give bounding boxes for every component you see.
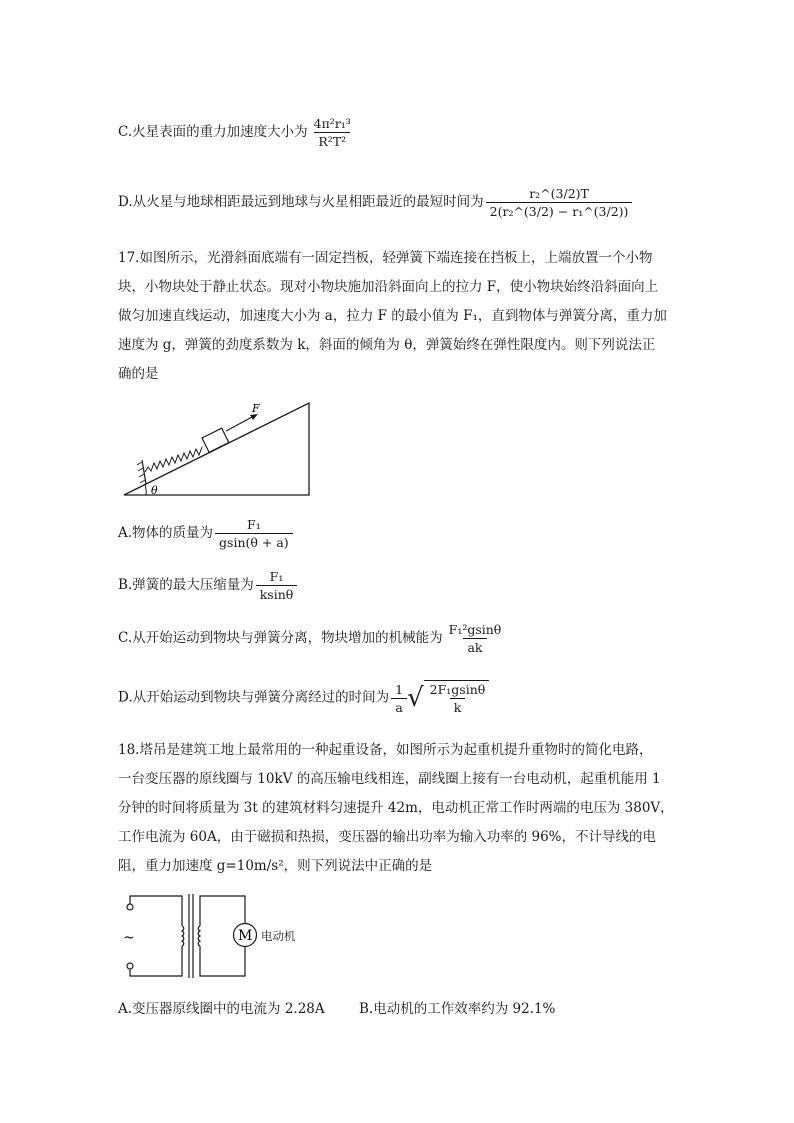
q18-circuit-diagram	[118, 890, 278, 982]
secondary-wire-bottom	[200, 946, 245, 976]
q17-option-b-denominator: ksinθ	[256, 585, 298, 603]
q17-option-d-text: D.从开始运动到物块与弹簧分离经过的时间为	[118, 689, 390, 706]
force-label: F	[252, 402, 260, 415]
q17-option-c	[118, 621, 505, 656]
q17-option-c-text: C.从开始运动到物块与弹簧分离，物块增加的机械能为	[118, 630, 443, 646]
terminal-bottom	[127, 963, 133, 969]
primary-wire-bottom	[130, 946, 182, 976]
q17-option-c-numerator: F₁²gsinθ	[448, 622, 502, 637]
q17-option-d-rad-denominator: k	[450, 698, 466, 716]
q16-option-c-denominator: R²T²	[314, 132, 350, 150]
q16-option-c-text: C.火星表面的重力加速度大小为	[118, 124, 308, 140]
q18-line: 阻，重力加速度 g=10m/s²，则下列说法中正确的是	[118, 858, 433, 874]
q16-option-d-text: D.从火星与地球相距最远到地球与火星相距最近的最短时间为	[118, 194, 484, 210]
q16-option-c-numerator: 4π²r₁³	[313, 116, 351, 131]
q17-option-a-denominator: gsin(θ + a)	[215, 533, 293, 551]
primary-coil	[182, 926, 184, 946]
q16-option-c	[118, 115, 355, 150]
q17-option-d	[118, 680, 489, 716]
q16-option-c-fraction	[310, 115, 355, 150]
q18-line: 工作电流为 60A，由于磁损和热损，变压器的输出功率为输入功率的 96%，不计导线的电	[118, 829, 657, 845]
q18-line: 一台变压器的原线圈与 10kV 的高压输电线相连，副线圈上接有一台电动机，起重机能用 1	[118, 771, 661, 787]
primary-wire-top	[130, 896, 182, 926]
q17-option-b-fraction	[256, 568, 298, 603]
q18-option-b: B.电动机的工作效率约为 92.1%	[359, 1001, 556, 1017]
ac-symbol: ~	[123, 930, 135, 946]
q16-option-d	[118, 185, 632, 220]
q17-option-d-radical: √ $\frac{\text{2F₁gsinθ}}{k}$	[407, 680, 489, 716]
q17-option-a-numerator: F₁	[247, 517, 261, 532]
q17-option-c-fraction	[445, 621, 506, 656]
q18-line: 分钟的时间将质量为 3t 的建筑材料匀速提升 42m，电动机正常工作时两端的电压为 380V，	[118, 800, 674, 816]
spring	[145, 447, 202, 472]
motor-symbol: M	[238, 928, 253, 944]
q17-option-d-radicand	[426, 681, 490, 716]
q17-line: 块，小物块处于静止状态。现对小物块施加沿斜面向上的拉力 F，使小物块始终沿斜面向上	[118, 279, 659, 295]
q17-option-b-text: B.弹簧的最大压缩量为	[118, 577, 254, 593]
secondary-wire-top	[200, 896, 245, 926]
q17-line: 做匀加速直线运动，加速度大小为 a，拉力 F 的最小值为 F₁，直到物体与弹簧分离，重力加	[118, 308, 667, 324]
q17-option-d-rad-numerator: 2F₁gsinθ	[429, 682, 486, 697]
q17-line: 17.如图所示，光滑斜面底端有一固定挡板，轻弹簧下端连接在挡板上，上端放置一个小物	[118, 250, 653, 266]
q18-line: 18.塔吊是建筑工地上最常用的一种起重设备，如图所示为起重机提升重物时的简化电路，	[118, 742, 653, 758]
q17-option-d-coef-numerator: 1	[395, 681, 404, 697]
force-arrow	[226, 416, 254, 431]
q18-option-a: A.变压器原线圈中的电流为 2.28A	[118, 1001, 325, 1017]
q17-option-a-text: A.物体的质量为	[118, 525, 214, 541]
q17-option-d-coef-denominator: a	[391, 698, 406, 716]
q17-incline-diagram	[118, 398, 318, 500]
q16-option-d-denominator: 2(r₂^(3/2) − r₁^(3/2))	[486, 202, 633, 220]
angle-arc	[145, 485, 146, 495]
q17-stem	[118, 244, 678, 389]
block	[202, 428, 229, 452]
secondary-coil	[198, 926, 200, 946]
q17-option-d-coefficient	[391, 681, 407, 716]
q18-stem	[118, 736, 678, 881]
angle-label: θ	[151, 484, 158, 497]
motor-label: 电动机	[261, 929, 296, 943]
q17-line: 速度为 g，弹簧的劲度系数为 k，斜面的倾角为 θ，弹簧始终在弹性限度内。则下列说法正	[118, 337, 656, 353]
q17-option-a-fraction	[215, 516, 293, 551]
q17-option-a	[118, 516, 293, 551]
q16-option-d-fraction	[486, 185, 633, 220]
q17-option-c-denominator: ak	[463, 638, 486, 656]
q17-option-b	[118, 568, 297, 603]
terminal-top	[127, 904, 133, 910]
q17-option-b-numerator: F₁	[269, 569, 284, 584]
q17-line: 确的是	[118, 366, 159, 382]
q16-option-d-numerator: r₂^(3/2)T	[529, 186, 589, 201]
